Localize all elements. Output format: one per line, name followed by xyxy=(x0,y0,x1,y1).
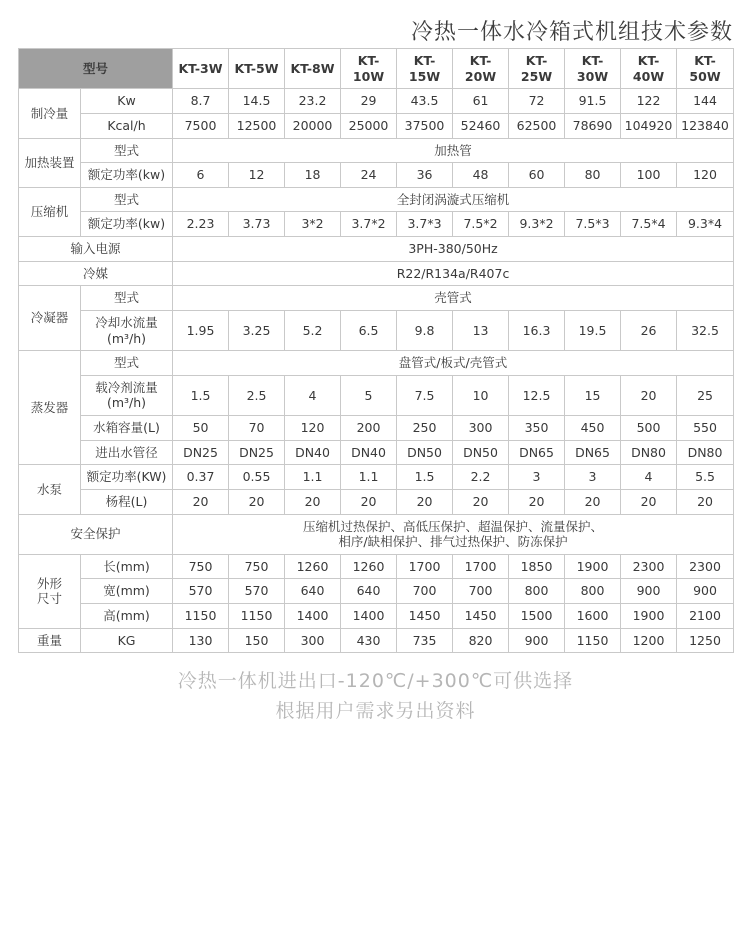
table-row xyxy=(19,465,734,490)
cell: 500 xyxy=(621,416,677,441)
cell: 3 xyxy=(565,465,621,490)
table-row xyxy=(19,212,734,237)
cell: 24 xyxy=(341,163,397,188)
cell-compressor-type: 全封闭涡漩式压缩机 xyxy=(173,187,734,212)
cell-heater-type: 加热管 xyxy=(173,138,734,163)
cell-condenser-type: 壳管式 xyxy=(173,286,734,311)
cell: 430 xyxy=(341,628,397,653)
cell: 43.5 xyxy=(397,89,453,114)
table-row xyxy=(19,554,734,579)
cell: 1260 xyxy=(341,554,397,579)
cell: 62500 xyxy=(509,113,565,138)
cell: 3 xyxy=(509,465,565,490)
page-title: 冷热一体水冷箱式机组技术参数 xyxy=(410,20,733,45)
cell: 9.3*2 xyxy=(509,212,565,237)
footer-line-1: 冷热一体机进出口-120℃/+300℃可供选择 xyxy=(177,670,574,693)
safety-line-1: 压缩机过热保护、高低压保护、超温保护、流量保护、 xyxy=(303,518,604,534)
row-label-pump-power: 额定功率(KW) xyxy=(81,465,173,490)
cell: 25000 xyxy=(341,113,397,138)
cell: 550 xyxy=(677,416,734,441)
cell: 820 xyxy=(453,628,509,653)
cell: 700 xyxy=(397,579,453,604)
title-bar xyxy=(18,0,733,48)
cell: 13 xyxy=(453,310,509,350)
cell: 1150 xyxy=(229,604,285,629)
cell: 12500 xyxy=(229,113,285,138)
cell: 130 xyxy=(173,628,229,653)
model-col-5: KT-20W xyxy=(453,49,509,89)
cell: 7.5*2 xyxy=(453,212,509,237)
model-col-2: KT-8W xyxy=(285,49,341,89)
cell: 52460 xyxy=(453,113,509,138)
row-label-compressor-type: 型式 xyxy=(81,187,173,212)
cell: 50 xyxy=(173,416,229,441)
cell: 1700 xyxy=(453,554,509,579)
cell: 5 xyxy=(341,375,397,415)
row-label-evaporator-flow-line2: (m³/h) xyxy=(106,395,147,411)
cell: 12 xyxy=(229,163,285,188)
cell: DN40 xyxy=(285,440,341,465)
group-condenser: 冷凝器 xyxy=(19,286,81,351)
cell: DN80 xyxy=(621,440,677,465)
cell: 1150 xyxy=(565,628,621,653)
model-col-6: KT-25W xyxy=(509,49,565,89)
group-safety: 安全保护 xyxy=(19,514,173,554)
table-row xyxy=(19,628,734,653)
cell: 640 xyxy=(341,579,397,604)
cell: 1450 xyxy=(397,604,453,629)
row-label-pump-head: 杨程(L) xyxy=(81,489,173,514)
cell-evaporator-type: 盘管式/板式/壳管式 xyxy=(173,351,734,376)
cell: 16.3 xyxy=(509,310,565,350)
cell: 1.5 xyxy=(173,375,229,415)
cell: 2.2 xyxy=(453,465,509,490)
table-row xyxy=(19,237,734,262)
cell: DN25 xyxy=(229,440,285,465)
cell: 4 xyxy=(285,375,341,415)
cell: DN80 xyxy=(677,440,734,465)
cell: 20 xyxy=(621,489,677,514)
cell: 23.2 xyxy=(285,89,341,114)
row-label-condenser-type: 型式 xyxy=(81,286,173,311)
cell: 25 xyxy=(677,375,734,415)
cell: 144 xyxy=(677,89,734,114)
cell: 1200 xyxy=(621,628,677,653)
cell: 36 xyxy=(397,163,453,188)
cell: 2300 xyxy=(621,554,677,579)
cell: 48 xyxy=(453,163,509,188)
row-label-tank-capacity: 水箱容量(L) xyxy=(81,416,173,441)
model-col-0: KT-3W xyxy=(173,49,229,89)
table-row xyxy=(19,113,734,138)
row-label-evaporator-flow xyxy=(81,375,173,415)
cell: DN50 xyxy=(397,440,453,465)
cell: 7.5*4 xyxy=(621,212,677,237)
cell: 7.5*3 xyxy=(565,212,621,237)
cell: 1400 xyxy=(285,604,341,629)
cell: 1700 xyxy=(397,554,453,579)
cell: 15 xyxy=(565,375,621,415)
cell-safety xyxy=(173,514,734,554)
cell: 1150 xyxy=(173,604,229,629)
footer-line-2: 根据用户需求另出资料 xyxy=(275,699,476,722)
table-header-row xyxy=(19,49,734,89)
table-row xyxy=(19,375,734,415)
cell: 5.2 xyxy=(285,310,341,350)
cell: 20 xyxy=(565,489,621,514)
cell: 3.7*2 xyxy=(341,212,397,237)
spec-table xyxy=(18,48,734,653)
cell: 1450 xyxy=(453,604,509,629)
row-label-pipe-diameter: 进出水管径 xyxy=(81,440,173,465)
cell: 12.5 xyxy=(509,375,565,415)
table-row xyxy=(19,163,734,188)
cell: 1500 xyxy=(509,604,565,629)
cell: 60 xyxy=(509,163,565,188)
cell: 78690 xyxy=(565,113,621,138)
table-row xyxy=(19,579,734,604)
cell: 900 xyxy=(621,579,677,604)
cell: 5.5 xyxy=(677,465,734,490)
footer-note xyxy=(18,667,733,726)
cell: 104920 xyxy=(621,113,677,138)
table-row xyxy=(19,489,734,514)
model-col-9: KT-50W xyxy=(677,49,734,89)
cell: 70 xyxy=(229,416,285,441)
cell: 61 xyxy=(453,89,509,114)
cell: 1600 xyxy=(565,604,621,629)
row-label-kcal: Kcal/h xyxy=(81,113,173,138)
table-row xyxy=(19,440,734,465)
cell: 2.5 xyxy=(229,375,285,415)
table-row xyxy=(19,187,734,212)
cell: 570 xyxy=(173,579,229,604)
cell: 300 xyxy=(453,416,509,441)
row-label-length: 长(mm) xyxy=(81,554,173,579)
group-compressor: 压缩机 xyxy=(19,187,81,236)
table-row xyxy=(19,604,734,629)
row-label-compressor-power: 额定功率(kw) xyxy=(81,212,173,237)
cell: 14.5 xyxy=(229,89,285,114)
group-evaporator: 蒸发器 xyxy=(19,351,81,465)
cell: 250 xyxy=(397,416,453,441)
cell: DN25 xyxy=(173,440,229,465)
cell: 7500 xyxy=(173,113,229,138)
cell: 20 xyxy=(341,489,397,514)
cell: 1250 xyxy=(677,628,734,653)
cell: 350 xyxy=(509,416,565,441)
cell: 4 xyxy=(621,465,677,490)
table-row xyxy=(19,138,734,163)
row-label-heater-type: 型式 xyxy=(81,138,173,163)
cell: 300 xyxy=(285,628,341,653)
model-col-3: KT-10W xyxy=(341,49,397,89)
cell: DN65 xyxy=(509,440,565,465)
group-dimension-line1: 外形 xyxy=(36,575,62,591)
cell: 1400 xyxy=(341,604,397,629)
cell: 750 xyxy=(229,554,285,579)
cell: 0.37 xyxy=(173,465,229,490)
cell: DN40 xyxy=(341,440,397,465)
group-pump: 水泵 xyxy=(19,465,81,514)
cell: 1850 xyxy=(509,554,565,579)
cell: 20 xyxy=(397,489,453,514)
cell: DN50 xyxy=(453,440,509,465)
cell: 18 xyxy=(285,163,341,188)
cell: 37500 xyxy=(397,113,453,138)
cell: 1.1 xyxy=(341,465,397,490)
cell-refrigerant: R22/R134a/R407c xyxy=(173,261,734,286)
cell-power-input: 3PH-380/50Hz xyxy=(173,237,734,262)
row-label-condenser-flow: 冷却水流量(m³/h) xyxy=(81,310,173,350)
cell: 20 xyxy=(173,489,229,514)
cell: 150 xyxy=(229,628,285,653)
model-col-7: KT-30W xyxy=(565,49,621,89)
cell: 9.3*4 xyxy=(677,212,734,237)
cell: DN65 xyxy=(565,440,621,465)
cell: 570 xyxy=(229,579,285,604)
cell: 20 xyxy=(677,489,734,514)
cell: 20 xyxy=(621,375,677,415)
cell: 450 xyxy=(565,416,621,441)
cell: 9.8 xyxy=(397,310,453,350)
model-col-8: KT-40W xyxy=(621,49,677,89)
cell: 20 xyxy=(453,489,509,514)
row-label-evaporator-flow-line1: 载冷剂流量 xyxy=(95,379,158,395)
row-label-heater-power: 额定功率(kw) xyxy=(81,163,173,188)
cell: 1900 xyxy=(565,554,621,579)
cell: 800 xyxy=(509,579,565,604)
row-label-evaporator-type: 型式 xyxy=(81,351,173,376)
cell: 800 xyxy=(565,579,621,604)
row-label-width: 宽(mm) xyxy=(81,579,173,604)
cell: 10 xyxy=(453,375,509,415)
row-label-kw: Kw xyxy=(81,89,173,114)
cell: 1900 xyxy=(621,604,677,629)
cell: 6 xyxy=(173,163,229,188)
cell: 6.5 xyxy=(341,310,397,350)
group-heating: 加热装置 xyxy=(19,138,81,187)
cell: 19.5 xyxy=(565,310,621,350)
cell: 120 xyxy=(677,163,734,188)
cell: 91.5 xyxy=(565,89,621,114)
model-col-4: KT-15W xyxy=(397,49,453,89)
cell: 26 xyxy=(621,310,677,350)
cell: 750 xyxy=(173,554,229,579)
cell: 1260 xyxy=(285,554,341,579)
cell: 2100 xyxy=(677,604,734,629)
table-row xyxy=(19,514,734,554)
cell: 20000 xyxy=(285,113,341,138)
cell: 100 xyxy=(621,163,677,188)
cell: 7.5 xyxy=(397,375,453,415)
cell: 123840 xyxy=(677,113,734,138)
table-row xyxy=(19,351,734,376)
cell: 20 xyxy=(229,489,285,514)
group-power-input: 输入电源 xyxy=(19,237,173,262)
group-dimension xyxy=(19,554,81,628)
cell: 2300 xyxy=(677,554,734,579)
model-header: 型号 xyxy=(19,49,173,89)
table-row xyxy=(19,310,734,350)
cell: 20 xyxy=(509,489,565,514)
cell: 3.7*3 xyxy=(397,212,453,237)
cell: 2.23 xyxy=(173,212,229,237)
cell: 3.73 xyxy=(229,212,285,237)
cell: 640 xyxy=(285,579,341,604)
cell: 120 xyxy=(285,416,341,441)
row-label-weight: KG xyxy=(81,628,173,653)
model-col-1: KT-5W xyxy=(229,49,285,89)
cell: 29 xyxy=(341,89,397,114)
cell: 1.5 xyxy=(397,465,453,490)
safety-line-2: 相序/缺相保护、排气过热保护、防冻保护 xyxy=(338,534,568,550)
group-dimension-line2: 尺寸 xyxy=(36,591,62,607)
cell: 700 xyxy=(453,579,509,604)
cell: 735 xyxy=(397,628,453,653)
group-weight: 重量 xyxy=(19,628,81,653)
cell: 8.7 xyxy=(173,89,229,114)
table-row xyxy=(19,89,734,114)
cell: 20 xyxy=(285,489,341,514)
cell: 80 xyxy=(565,163,621,188)
group-cooling: 制冷量 xyxy=(19,89,81,138)
group-refrigerant: 冷媒 xyxy=(19,261,173,286)
cell: 3*2 xyxy=(285,212,341,237)
cell: 200 xyxy=(341,416,397,441)
cell: 1.1 xyxy=(285,465,341,490)
cell: 900 xyxy=(677,579,734,604)
cell: 0.55 xyxy=(229,465,285,490)
cell: 3.25 xyxy=(229,310,285,350)
cell: 32.5 xyxy=(677,310,734,350)
cell: 72 xyxy=(509,89,565,114)
row-label-height: 高(mm) xyxy=(81,604,173,629)
cell: 122 xyxy=(621,89,677,114)
cell: 900 xyxy=(509,628,565,653)
table-row xyxy=(19,261,734,286)
table-row xyxy=(19,416,734,441)
table-row xyxy=(19,286,734,311)
cell: 1.95 xyxy=(173,310,229,350)
